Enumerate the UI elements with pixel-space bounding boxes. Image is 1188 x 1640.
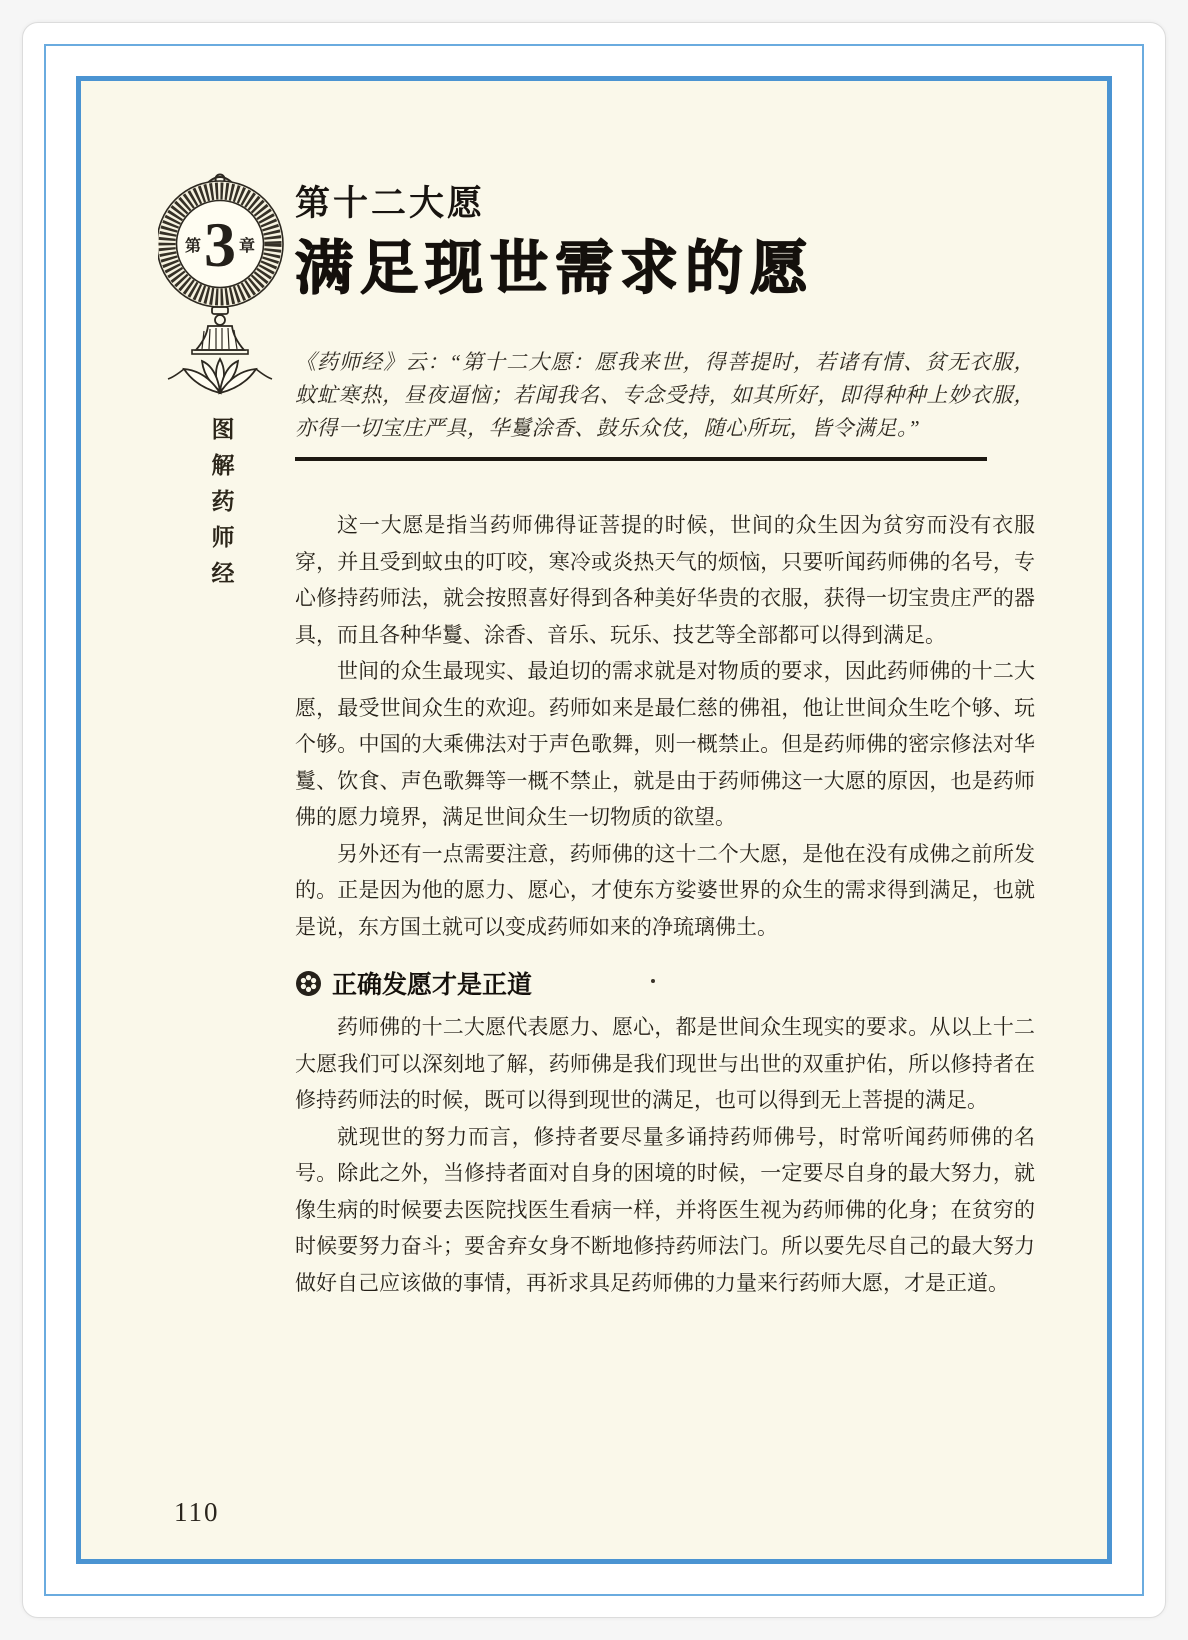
chapter-title: 满足现世需求的愿 <box>295 235 816 301</box>
svg-text:3: 3 <box>204 209 236 280</box>
section-heading-row <box>295 965 1035 1001</box>
body-paragraph: 世间的众生最现实、最迫切的需求就是对物质的要求，因此药师佛的十二大愿，最受世间众生的欢迎。药师如来是最仁慈的佛祖，他让世间众生吃个够、玩个够。中国的大乘佛法对于声色歌舞，则一概禁止。但是药师佛的密宗修法对华鬘、饮食、声色歌舞等一概不禁止，就是由于药师佛这一大愿的原因，也是药师佛的愿力境界，满足世间众生一切物质的欲望。 <box>295 659 1035 830</box>
flower-seal-icon <box>295 970 322 997</box>
body-paragraph: 就现世的努力而言，修持者要尽量多诵持药师佛号，时常听闻药师佛的名号。除此之外，当修持者面对自身的困境的时候，一定要尽自身的最大努力，就像生病的时候要去医院找医生看病一样，并将医生视为药师佛的化身；在贫穷的时候要努力奋斗；要舍弃女身不断地修持药师法门。所以要先尽自己的最大努力做好自己应该做的事情，再祈求具足药师佛的力量来行药师大愿，才是正道。 <box>295 1124 1035 1295</box>
divider-rule <box>295 457 987 461</box>
decorative-border-inner <box>76 76 1112 1564</box>
decorative-border-outer <box>44 44 1144 1596</box>
body-paragraph: 药师佛的十二大愿代表愿力、愿心，都是世间众生现实的要求。从以上十二大愿我们可以深刻地了解，药师佛是我们现世与出世的双重护佑，所以修持者在修持药师法的时候，既可以得到现世的满足，也可以得到无上菩提的满足。 <box>295 1015 1035 1113</box>
page-card <box>22 22 1166 1618</box>
book-title-vertical: 图解药师经 <box>208 417 234 597</box>
sutra-quote: 《药师经》云：“第十二大愿：愿我来世，得菩提时，若诸有情、贫无衣服，蚊虻寒热，昼夜逼恼；若闻我名、专念受持，如其所好，即得种种上妙衣服，亦得一切宝庄严具，华鬘涂香、鼓乐众伎，随心所玩，皆令满足。” <box>295 350 1035 441</box>
chapter-sidebar <box>158 171 284 602</box>
body-paragraph: 另外还有一点需要注意，药师佛的这十二个大愿，是他在没有成佛之前所发的。正是因为他的愿力、愿心，才使东方娑婆世界的众生的需求得到满足，也就是说，东方国土就可以变成药师如来的净琉璃佛土。 <box>295 841 1035 939</box>
page-content <box>81 81 1107 1559</box>
body-paragraph: 这一大愿是指当药师佛得证菩提的时候，世间的众生因为贫穷而没有衣服穿，并且受到蚊虫的叮咬，寒冷或炎热天气的烦恼，只要听闻药师佛的名号，专心修持药师法，就会按照喜好得到各种美好华贵的衣服，获得一切宝贵庄严的器具，而且各种华鬘、涂香、音乐、玩乐、技艺等全部都可以得到满足。 <box>295 513 1035 647</box>
chapter-emblem-icon <box>158 171 284 403</box>
main-text-column <box>295 81 1035 1301</box>
chapter-subtitle: 第十二大愿 <box>295 184 486 223</box>
page-number: 110 <box>174 1497 220 1527</box>
print-artifact-dot <box>651 979 655 983</box>
section-heading-label: 正确发愿才是正道 <box>332 971 533 1000</box>
svg-text:章: 章 <box>238 238 256 255</box>
svg-text:第: 第 <box>184 238 202 255</box>
